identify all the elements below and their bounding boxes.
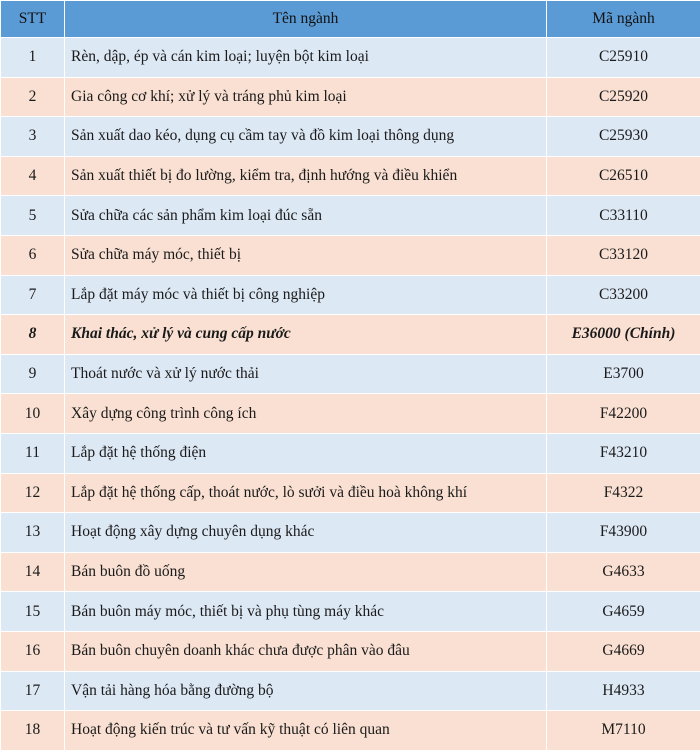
cell-name: Vận tải hàng hóa bằng đường bộ xyxy=(65,671,547,711)
cell-code: C33200 xyxy=(547,275,700,315)
cell-stt: 9 xyxy=(1,354,65,394)
table-row xyxy=(1,117,700,157)
cell-code: E36000 (Chính) xyxy=(547,315,700,355)
cell-stt: 6 xyxy=(1,235,65,275)
cell-code: E3700 xyxy=(547,354,700,394)
table-row xyxy=(1,38,700,78)
cell-stt: 3 xyxy=(1,117,65,157)
table-row xyxy=(1,394,700,434)
table-row xyxy=(1,235,700,275)
cell-code: C25910 xyxy=(547,38,700,78)
cell-name: Hoạt động kiến trúc và tư vấn kỹ thuật có liên quan xyxy=(65,711,547,751)
cell-stt: 7 xyxy=(1,275,65,315)
table-row xyxy=(1,156,700,196)
cell-stt: 18 xyxy=(1,711,65,751)
header-stt: STT xyxy=(1,1,65,38)
cell-name: Sửa chữa máy móc, thiết bị xyxy=(65,235,547,275)
table-header-row xyxy=(1,1,700,38)
table-row xyxy=(1,513,700,553)
table-row xyxy=(1,671,700,711)
cell-name: Lắp đặt hệ thống điện xyxy=(65,433,547,473)
header-code: Mã ngành xyxy=(547,1,700,38)
cell-code: G4659 xyxy=(547,592,700,632)
cell-stt: 10 xyxy=(1,394,65,434)
table-row xyxy=(1,196,700,236)
cell-stt: 2 xyxy=(1,77,65,117)
cell-name: Xây dựng công trình công ích xyxy=(65,394,547,434)
cell-code: F4322 xyxy=(547,473,700,513)
cell-code: F43210 xyxy=(547,433,700,473)
table-row xyxy=(1,473,700,513)
cell-stt: 8 xyxy=(1,315,65,355)
table-row xyxy=(1,631,700,671)
table-row xyxy=(1,592,700,632)
cell-name: Bán buôn đồ uống xyxy=(65,552,547,592)
table-row xyxy=(1,433,700,473)
cell-name: Lắp đặt máy móc và thiết bị công nghiệp xyxy=(65,275,547,315)
cell-stt: 16 xyxy=(1,631,65,671)
cell-code: H4933 xyxy=(547,671,700,711)
cell-name: Rèn, dập, ép và cán kim loại; luyện bột kim loại xyxy=(65,38,547,78)
cell-code: C26510 xyxy=(547,156,700,196)
cell-name: Lắp đặt hệ thống cấp, thoát nước, lò sưởi và điều hoà không khí xyxy=(65,473,547,513)
cell-stt: 12 xyxy=(1,473,65,513)
cell-code: F43900 xyxy=(547,513,700,553)
table-row xyxy=(1,354,700,394)
cell-stt: 4 xyxy=(1,156,65,196)
table-row xyxy=(1,275,700,315)
cell-stt: 17 xyxy=(1,671,65,711)
table-row-main-business xyxy=(1,315,700,355)
cell-name: Hoạt động xây dựng chuyên dụng khác xyxy=(65,513,547,553)
cell-stt: 15 xyxy=(1,592,65,632)
cell-code: C25930 xyxy=(547,117,700,157)
cell-code: G4669 xyxy=(547,631,700,671)
table-row xyxy=(1,711,700,751)
cell-stt: 11 xyxy=(1,433,65,473)
cell-code: C33120 xyxy=(547,235,700,275)
cell-name: Khai thác, xử lý và cung cấp nước xyxy=(65,315,547,355)
cell-name: Thoát nước và xử lý nước thải xyxy=(65,354,547,394)
cell-stt: 1 xyxy=(1,38,65,78)
cell-code: G4633 xyxy=(547,552,700,592)
cell-stt: 5 xyxy=(1,196,65,236)
cell-code: C33110 xyxy=(547,196,700,236)
cell-name: Sửa chữa các sản phẩm kim loại đúc sẵn xyxy=(65,196,547,236)
cell-name: Sản xuất thiết bị đo lường, kiểm tra, định hướng và điều khiển xyxy=(65,156,547,196)
cell-code: C25920 xyxy=(547,77,700,117)
table-row xyxy=(1,77,700,117)
cell-stt: 14 xyxy=(1,552,65,592)
cell-stt: 13 xyxy=(1,513,65,553)
cell-name: Sản xuất dao kéo, dụng cụ cầm tay và đồ kim loại thông dụng xyxy=(65,117,547,157)
cell-code: M7110 xyxy=(547,711,700,751)
table-row xyxy=(1,552,700,592)
cell-name: Gia công cơ khí; xử lý và tráng phủ kim loại xyxy=(65,77,547,117)
cell-name: Bán buôn máy móc, thiết bị và phụ tùng máy khác xyxy=(65,592,547,632)
cell-name: Bán buôn chuyên doanh khác chưa được phân vào đâu xyxy=(65,631,547,671)
cell-code: F42200 xyxy=(547,394,700,434)
header-name: Tên ngành xyxy=(65,1,547,38)
